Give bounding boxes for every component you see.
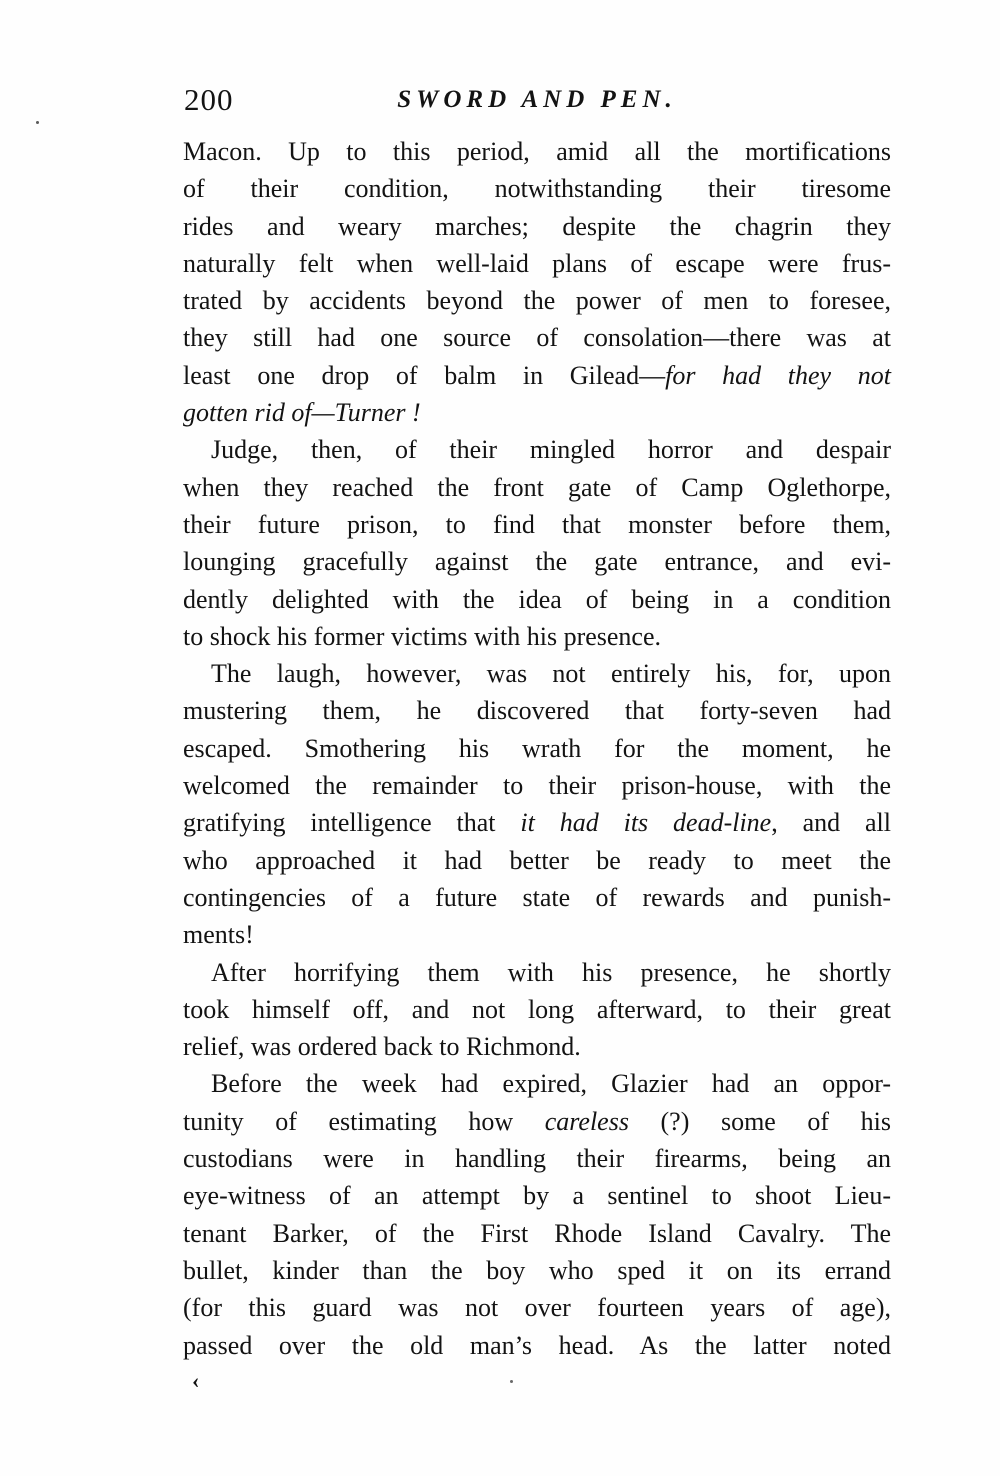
text-segment: Judge, then, of their mingled horror and despair (211, 435, 891, 465)
text-segment: Macon. Up to this period, amid all the mortifications (183, 137, 891, 166)
text-line (183, 245, 891, 282)
text-segment: gotten rid of—Turner ! (183, 398, 421, 428)
text-segment: for had they not (665, 360, 891, 390)
text-segment: escaped. Smothering his wrath for the moment, he (183, 733, 891, 763)
text-segment: (for this guard was not over fourteen years of age), (183, 1293, 891, 1323)
text-line (183, 655, 891, 692)
text-line (183, 394, 891, 431)
text-line (183, 543, 891, 580)
text-line (183, 730, 891, 767)
text-segment: bullet, kinder than the boy who sped it on its errand (183, 1255, 891, 1285)
page-text (183, 133, 891, 1364)
text-line (183, 1327, 891, 1364)
stray-ink-mark: ‹ (192, 1368, 200, 1393)
text-line (183, 319, 891, 356)
text-line (183, 1065, 891, 1102)
text-segment: trated by accidents beyond the power of men to foresee, (183, 286, 891, 316)
text-segment: lounging gracefully against the gate entrance, and evi- (183, 547, 891, 577)
text-line (183, 991, 891, 1028)
scan-speck (36, 121, 39, 124)
text-segment: mustering them, he discovered that forty-seven had (183, 696, 891, 726)
text-segment: ments! (183, 920, 254, 950)
text-line (183, 1289, 891, 1326)
text-line (183, 1140, 891, 1177)
text-line (183, 357, 891, 394)
text-segment: welcomed the remainder to their prison-house, with the (183, 771, 891, 801)
text-line (183, 618, 891, 655)
text-segment: to shock his former victims with his presence. (183, 621, 662, 651)
text-segment: least one drop of balm in Gilead— (183, 360, 666, 390)
text-line (183, 282, 891, 319)
text-segment: relief, was ordered back to Richmond. (183, 1032, 581, 1062)
text-segment: it had its dead-line (520, 808, 772, 838)
text-segment: they still had one source of consolation—there was at (183, 323, 891, 353)
text-segment: rides and weary marches; despite the chagrin they (183, 211, 891, 241)
text-line (183, 170, 891, 207)
text-segment: when they reached the front gate of Camp Oglethorpe, (183, 472, 891, 502)
text-line (183, 767, 891, 804)
text-segment: Before the week had expired, Glazier had an oppor- (211, 1069, 891, 1099)
text-segment: who approached it had better be ready to meet the (183, 845, 891, 875)
running-title: SWORD AND PEN. (397, 86, 677, 113)
text-line (183, 804, 891, 841)
text-line (183, 954, 891, 991)
text-segment: careless (544, 1106, 629, 1136)
text-segment: , and all (771, 808, 891, 838)
text-segment: naturally felt when well-laid plans of escape were frus- (183, 248, 891, 278)
text-line (183, 692, 891, 729)
text-segment: tenant Barker, of the First Rhode Island Cavalry. The (183, 1218, 891, 1248)
text-line (183, 842, 891, 879)
page-number: 200 (184, 82, 234, 117)
text-segment: dently delighted with the idea of being in a condition (183, 584, 891, 614)
text-line (183, 1103, 891, 1140)
text-line (183, 916, 891, 953)
text-line (183, 469, 891, 506)
text-line (183, 431, 891, 468)
text-segment: gratifying intelligence that (183, 808, 521, 838)
text-segment: their future prison, to find that monster before them, (183, 509, 891, 539)
text-segment: The laugh, however, was not entirely his, for, upon (211, 659, 891, 689)
text-segment: took himself off, and not long afterward, to their great (183, 994, 891, 1024)
text-segment: After horrifying them with his presence, he shortly (211, 957, 891, 987)
text-line (183, 1252, 891, 1289)
text-segment: of their condition, notwithstanding their tiresome (183, 174, 891, 204)
text-segment: eye-witness of an attempt by a sentinel to shoot Lieu- (183, 1181, 891, 1211)
text-segment: custodians were in handling their firearms, being an (183, 1144, 891, 1174)
scan-speck (510, 1380, 513, 1383)
text-segment: contingencies of a future state of rewards and punish- (183, 882, 891, 912)
text-segment: passed over the old man’s head. As the latter noted (183, 1330, 891, 1360)
text-line (183, 1028, 891, 1065)
text-segment: tunity of estimating how (183, 1106, 545, 1136)
text-segment: (?) some of his (628, 1106, 891, 1136)
text-line (183, 1215, 891, 1252)
text-line (183, 208, 891, 245)
text-line (183, 133, 891, 170)
text-line (183, 506, 891, 543)
text-line (183, 879, 891, 916)
text-line (183, 1177, 891, 1214)
text-line (183, 581, 891, 618)
